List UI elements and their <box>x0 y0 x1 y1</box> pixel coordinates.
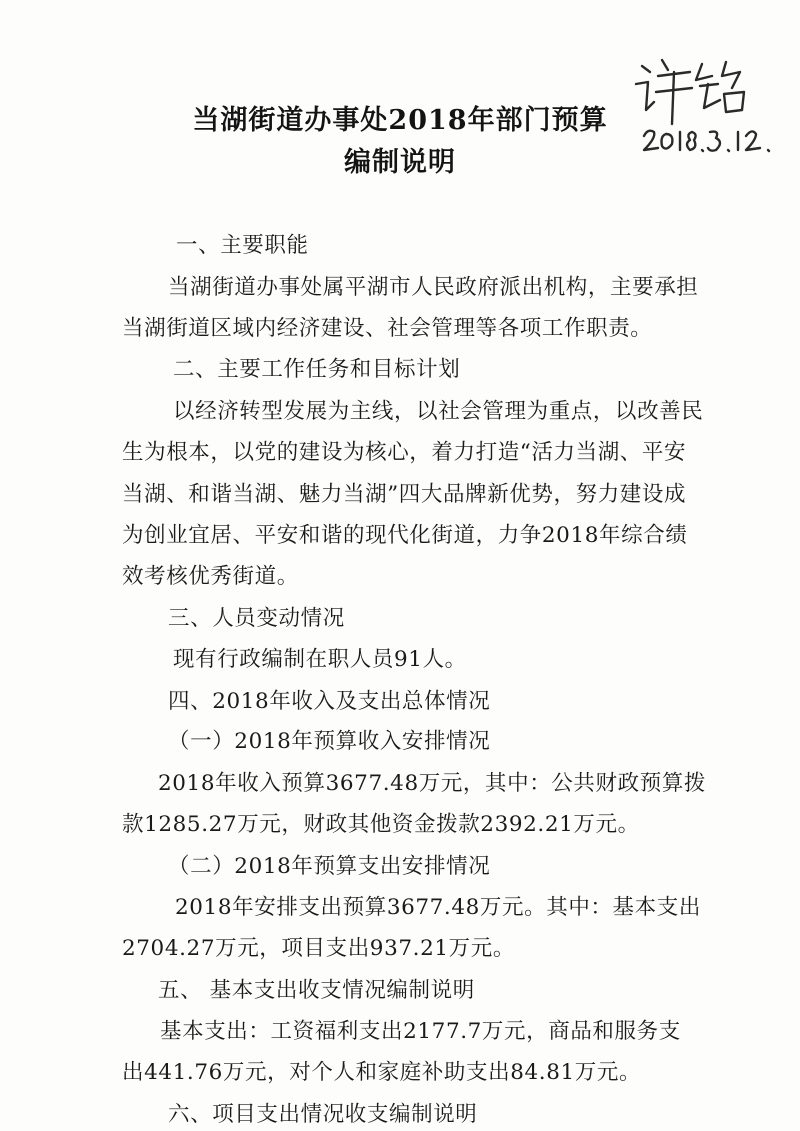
paragraph-line: 款1285.27万元，财政其他资金拨款2392.21万元。 <box>122 812 640 837</box>
paragraph-line: 生为根本，以党的建设为核心，着力打造“活力当湖、平安 <box>122 440 687 465</box>
paragraph-line: 基本支出：工资福利支出2177.7万元，商品和服务支 <box>160 1019 681 1044</box>
document-title: 当湖街道办事处2018年部门预算 <box>192 105 608 136</box>
paragraph-line: 当湖街道区域内经济建设、社会管理等各项工作职责。 <box>122 316 653 341</box>
section-heading-main-functions: 一、主要职能 <box>176 233 309 258</box>
paragraph-line: 当湖街道办事处属平湖市人民政府派出机构，主要承担 <box>168 275 699 300</box>
subsection-heading-income: （一）2018年预算收入安排情况 <box>168 729 491 754</box>
paragraph-line: 2018年安排支出预算3677.48万元。其中：基本支出 <box>175 895 701 920</box>
paragraph-line: 2704.27万元，项目支出937.21万元。 <box>122 936 515 961</box>
section-heading-basic-expenditure: 五、 基本支出收支情况编制说明 <box>158 978 475 1003</box>
paragraph-line: 为创业宜居、平安和谐的现代化街道，力争2018年综合绩 <box>122 523 688 548</box>
document-subtitle: 编制说明 <box>344 147 456 178</box>
section-heading-income-expenditure: 四、2018年收入及支出总体情况 <box>168 689 491 714</box>
paragraph-line: 2018年收入预算3677.48万元，其中：公共财政预算拨 <box>158 771 707 796</box>
paragraph-line: 效考核优秀街道。 <box>122 564 299 589</box>
section-heading-project-expenditure: 六、项目支出情况收支编制说明 <box>168 1102 478 1127</box>
paragraph-line: 出441.76万元，对个人和家庭补助支出84.81万元。 <box>122 1060 642 1085</box>
paragraph-line: 以经济转型发展为主线，以社会管理为重点，以改善民 <box>173 399 704 424</box>
section-heading-tasks-goals: 二、主要工作任务和目标计划 <box>173 357 461 382</box>
section-heading-staff-changes: 三、人员变动情况 <box>168 606 345 631</box>
subsection-heading-expenditure: （二）2018年预算支出安排情况 <box>168 854 491 879</box>
paragraph-line: 当湖、和谐当湖、魅力当湖”四大品牌新优势，努力建设成 <box>122 482 687 507</box>
paragraph-line: 现有行政编制在职人员91人。 <box>173 647 467 672</box>
